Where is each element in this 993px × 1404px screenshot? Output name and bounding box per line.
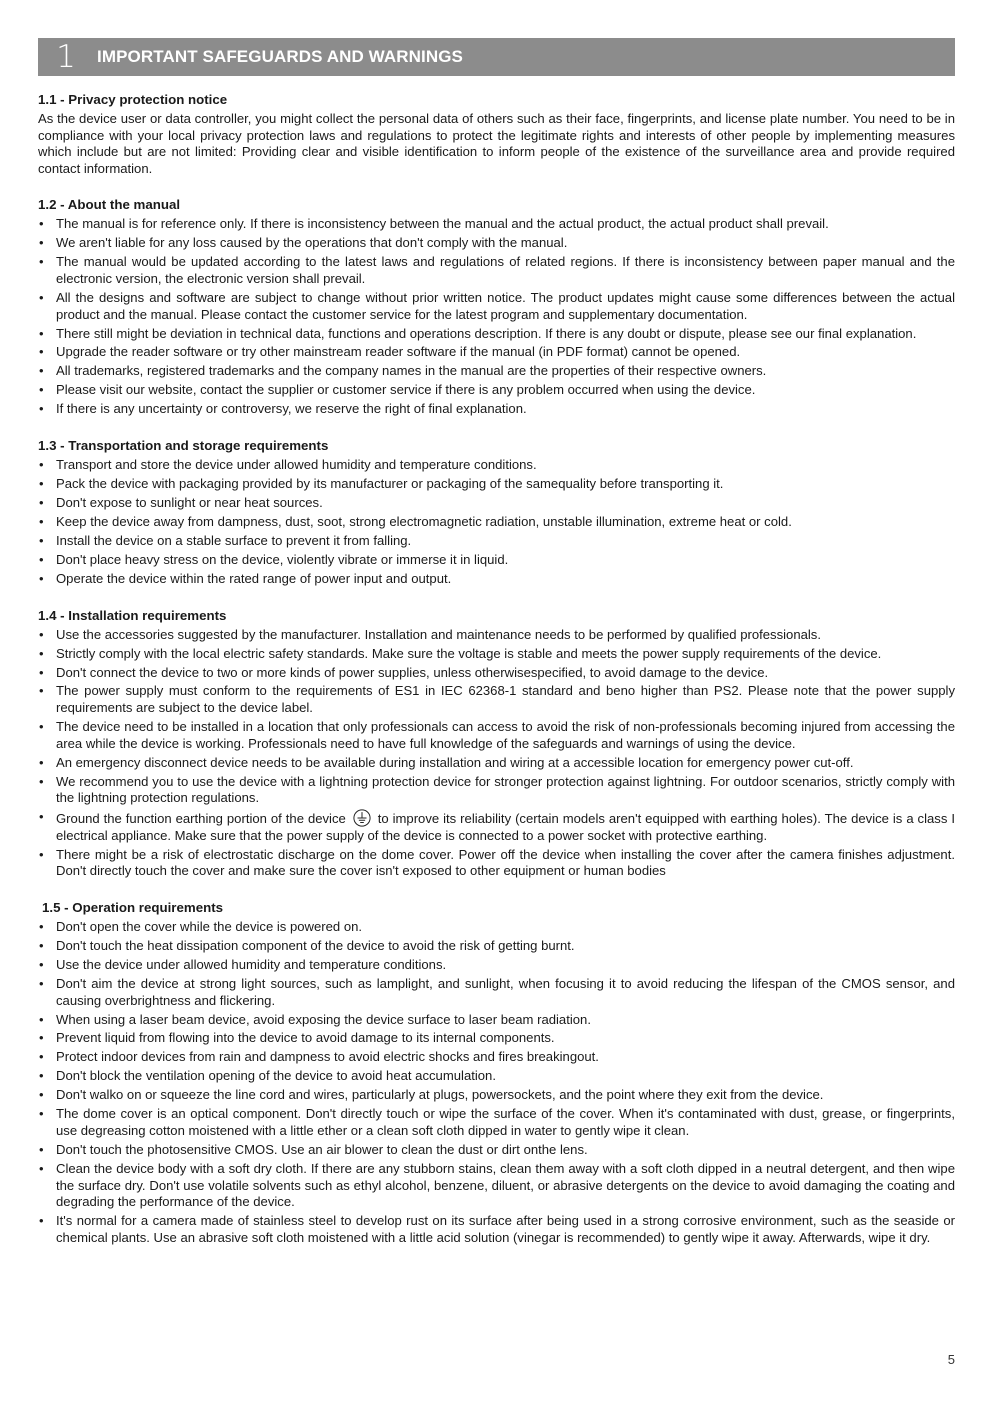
chapter-title: IMPORTANT SAFEGUARDS AND WARNINGS [97, 47, 463, 66]
list-item: • When using a laser beam device, avoid exposing the device surface to laser beam radiation. [38, 1012, 955, 1029]
list-item: • All the designs and software are subject to change without prior written notice. The product updates might cause some differences between the actual product and the manual. Please contact the customer service for the latest program and supplementary documentation. [38, 290, 955, 323]
bullet-list [38, 627, 955, 880]
list-item: • The device need to be installed in a location that only professionals can access to avoid the risk of non-professionals becoming injured from accessing the area while the device is working. Professionals need to have full knowledge of the safeguards and warnings of using the device. [38, 719, 955, 752]
list-item: • Don't block the ventilation opening of the device to avoid heat accumulation. [38, 1068, 955, 1085]
list-item: • The power supply must conform to the requirements of ES1 in IEC 62368-1 standard and beno higher than PS2. Please note that the power supply requirements are subject to the device label. [38, 683, 955, 716]
list-item: • We recommend you to use the device with a lightning protection device for stronger protection against lightning. For outdoor scenarios, strictly comply with the lightning protection regulations. [38, 774, 955, 807]
list-item: • The dome cover is an optical component. Don't directly touch or wipe the surface of the cover. When it's contaminated with dust, grease, or fingerprints, use degreasing cotton moistened with a little ether or a clean soft cloth dipped in water to gently wipe it clean. [38, 1106, 955, 1139]
section-operation [38, 899, 955, 1246]
bullet-list [38, 919, 955, 1246]
section-about-manual [38, 196, 955, 418]
list-item: • Keep the device away from dampness, dust, soot, strong electromagnetic radiation, unstable illumination, extreme heat or cold. [38, 514, 955, 531]
list-item: • Protect indoor devices from rain and dampness to avoid electric shocks and fires breakingout. [38, 1049, 955, 1066]
list-item-earthing [38, 809, 955, 844]
section-privacy [38, 91, 955, 177]
earthing-text-after: to improve its reliability (certain models aren't equipped with earthing holes). The device is a class I electrical appliance. Make sure that the power supply of the device is connected to a power socket with protective earthing. [56, 811, 955, 843]
section-title: 1.2 - About the manual [38, 197, 181, 213]
earthing-text-before: Ground the function earthing portion of the device [56, 811, 350, 827]
list-item: • The manual would be updated according to the latest laws and regulations of related regions. If there is inconsistency between paper manual and the electronic version, the electronic version shall prevail. [38, 254, 955, 287]
section-transport-storage [38, 437, 955, 588]
list-item: • If there is any uncertainty or controversy, we reserve the right of final explanation. [38, 401, 955, 418]
section-installation [38, 607, 955, 880]
list-item: • Don't touch the heat dissipation component of the device to avoid the risk of getting burnt. [38, 938, 955, 955]
list-item: • Pack the device with packaging provided by its manufacturer or packaging of the samequality before transporting it. [38, 476, 955, 493]
list-item: • Use the accessories suggested by the manufacturer. Installation and maintenance needs to be performed by qualified professionals. [38, 627, 955, 644]
list-item: • There might be a risk of electrostatic discharge on the dome cover. Power off the device when installing the cover after the camera finishes adjustment. Don't directly touch the cover and make sure the cover isn't exposed to other equipment or human bodies [38, 847, 955, 880]
list-item: • Don't aim the device at strong light sources, such as lamplight, and sunlight, when focusing it to avoid reducing the lifespan of the CMOS sensor, and causing overbrightness and flickering. [38, 976, 955, 1009]
list-item: • An emergency disconnect device needs to be available during installation and wiring at a accessible location for emergency power cut-off. [38, 755, 955, 772]
list-item: • Don't touch the photosensitive CMOS. Use an air blower to clean the dust or dirt onthe lens. [38, 1142, 955, 1159]
list-item: • All trademarks, registered trademarks and the company names in the manual are the properties of their respective owners. [38, 363, 955, 380]
section-title: 1.5 - Operation requirements [42, 899, 224, 915]
chapter-number: 1 [56, 39, 76, 75]
list-item: • We aren't liable for any loss caused by the operations that don't comply with the manual. [38, 235, 955, 252]
list-item: • Don't expose to sunlight or near heat sources. [38, 495, 955, 512]
section-title: 1.4 - Installation requirements [38, 607, 227, 623]
list-item: • Don't place heavy stress on the device, violently vibrate or immerse it in liquid. [38, 552, 955, 569]
bullet-list [38, 457, 955, 588]
list-item: • Prevent liquid from flowing into the device to avoid damage to its internal components. [38, 1030, 955, 1047]
chapter-header [38, 38, 955, 76]
list-item: • Please visit our website, contact the supplier or customer service if there is any problem occurred when using the device. [38, 382, 955, 399]
list-item: • Clean the device body with a soft dry cloth. If there are any stubborn stains, clean them away with a soft cloth dipped in a neutral detergent, and then wipe the surface dry. Don't use volatile solvents such as ethyl alcohol, benzene, diluent, or abrasive detergents on the device to avoid damaging the coating and degrading the performance of the device. [38, 1161, 955, 1211]
page-content [38, 91, 955, 1265]
list-item: • Install the device on a stable surface to prevent it from falling. [38, 533, 955, 550]
section-title: 1.3 - Transportation and storage requirements [38, 438, 329, 454]
paragraph: As the device user or data controller, you might collect the personal data of others such as their face, fingerprints, and license plate number. You need to be in compliance with your local privacy protection laws and regulations to protect the legitimate rights and interests of other people by implementing measures which include but are not limited: Providing clear and visible identification to inform people of the existence of the surveillance area and provide required contact information. [38, 111, 955, 176]
list-item: • Don't connect the device to two or more kinds of power supplies, unless otherwisespecified, to avoid damage to the device. [38, 665, 955, 682]
page-number: 5 [947, 1352, 955, 1367]
list-item: • Operate the device within the rated range of power input and output. [38, 571, 955, 588]
bullet-list [38, 216, 955, 418]
list-item: • Use the device under allowed humidity and temperature conditions. [38, 957, 955, 974]
section-title: 1.1 - Privacy protection notice [38, 92, 228, 107]
list-item: • It's normal for a camera made of stainless steel to develop rust on its surface after being used in a strong corrosive environment, such as the seaside or chemical plants. Use an abrasive soft cloth moistened with a little acid solution (vinegar is recommended) to gently wipe it away. Afterwards, wipe it dry. [38, 1213, 955, 1246]
list-item: • The manual is for reference only. If there is inconsistency between the manual and the actual product, the actual product shall prevail. [38, 216, 955, 233]
list-item: • There still might be deviation in technical data, functions and operations description. If there is any doubt or dispute, please see our final explanation. [38, 326, 955, 343]
earth-ground-icon [353, 809, 371, 827]
list-item: • Don't walko on or squeeze the line cord and wires, particularly at plugs, powersockets, and the point where they exit from the device. [38, 1087, 955, 1104]
list-item: • Strictly comply with the local electric safety standards. Make sure the voltage is stable and meets the power supply requirements of the device. [38, 646, 955, 663]
list-item: • Transport and store the device under allowed humidity and temperature conditions. [38, 457, 955, 474]
list-item: • Don't open the cover while the device is powered on. [38, 919, 955, 936]
list-item: • Upgrade the reader software or try other mainstream reader software if the manual (in PDF format) cannot be opened. [38, 344, 955, 361]
